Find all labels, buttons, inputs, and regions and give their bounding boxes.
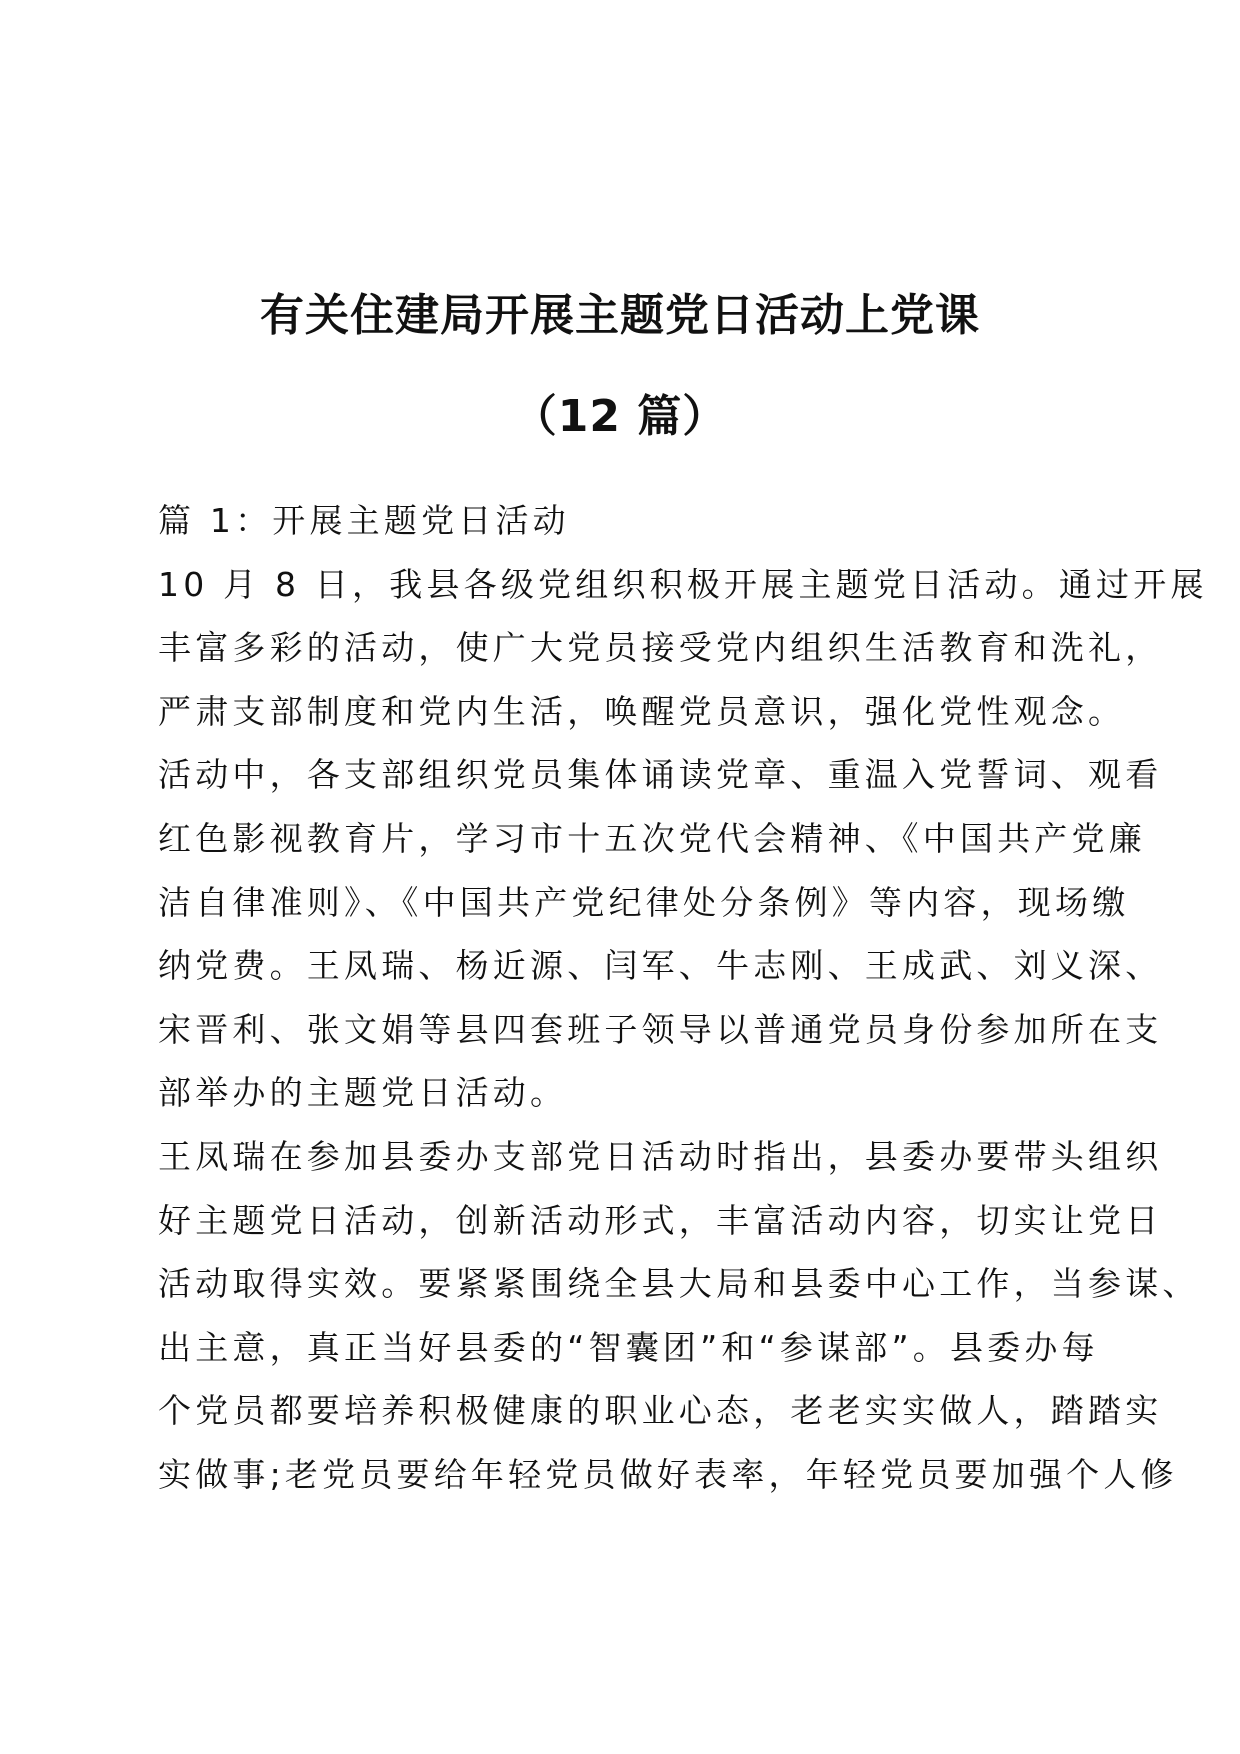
body-line: 实做事;老党员要给年轻党员做好表率，年轻党员要加强个人修 — [158, 1454, 1178, 1494]
body-line: 出主意，真正当好县委的“智囊团”和“参谋部”。县委办每 — [158, 1327, 1099, 1367]
body-line: 洁自律准则》、《中国共产党纪律处分条例》等内容，现场缴 — [158, 882, 1130, 922]
body-line: 丰富多彩的活动，使广大党员接受党内组织生活教育和洗礼， — [158, 628, 1163, 668]
body-line: 王凤瑞在参加县委办支部党日活动时指出，县委办要带头组织 — [158, 1136, 1163, 1176]
body-line: 活动取得实效。要紧紧围绕全县大局和县委中心工作，当参谋、 — [158, 1264, 1200, 1304]
body-line: 宋晋利、张文娟等县四套班子领导以普通党员身份参加所在支 — [158, 1009, 1163, 1049]
section-heading: 篇 1：开展主题党日活动 — [158, 501, 570, 540]
document-title: 有关住建局开展主题党日活动上党课 — [260, 290, 980, 341]
document-body — [158, 489, 1208, 1507]
body-line: 活动中，各支部组织党员集体诵读党章、重温入党誓词、观看 — [158, 755, 1163, 795]
body-line: 部举办的主题党日活动。 — [158, 1073, 568, 1113]
body-line: 纳党费。王凤瑞、杨近源、闫军、牛志刚、王成武、刘义深、 — [158, 946, 1163, 986]
body-line: 好主题党日活动，创新活动形式，丰富活动内容，切实让党日 — [158, 1200, 1163, 1240]
body-line: 10 月 8 日，我县各级党组织积极开展主题党日活动。通过开展 — [158, 564, 1208, 604]
document-subtitle: （12 篇） — [512, 391, 728, 442]
body-line: 红色影视教育片，学习市十五次党代会精神、《中国共产党廉 — [158, 818, 1146, 858]
body-line: 个党员都要培养积极健康的职业心态，老老实实做人，踏踏实 — [158, 1391, 1163, 1431]
body-line: 严肃支部制度和党内生活，唤醒党员意识，强化党性观念。 — [158, 691, 1126, 731]
